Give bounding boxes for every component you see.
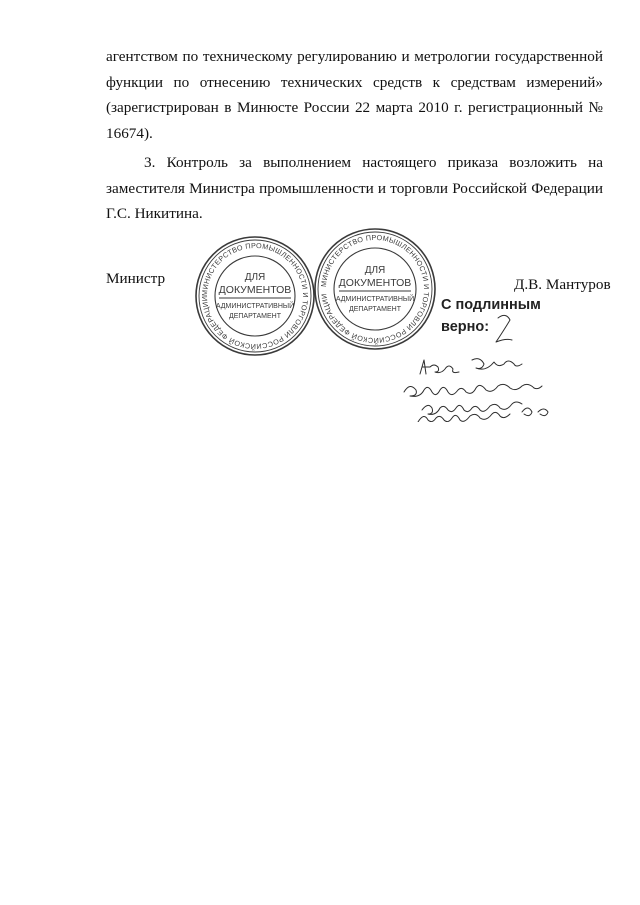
paragraph-line: (зарегистрирован в Минюсте России 22 марта 2010 г. регистрационный № xyxy=(106,99,603,116)
signatory-position: Министр xyxy=(106,270,166,287)
signatory-name: Д.В. Мантуров xyxy=(514,276,611,293)
stamp-line: АДМИНИСТРАТИВНЫЙ xyxy=(335,296,415,303)
stamp-line: ДЕПАРТАМЕНТ xyxy=(348,306,402,313)
certification-line: С подлинным xyxy=(441,297,541,313)
stamp-line: ДЕПАРТАМЕНТ xyxy=(228,313,282,320)
stamp-line: ДОКУМЕНТОВ xyxy=(218,284,292,296)
stamp-left xyxy=(193,234,317,358)
paragraph-line: агентством по техническому регулированию и метрологии государственной xyxy=(106,48,603,65)
svg-text:МИНИСТЕРСТВО ПРОМЫШЛЕННОСТИ И xyxy=(200,241,310,351)
stamp-ring-text: МИНИСТЕРСТВО ПРОМЫШЛЕННОСТИ И ТОРГОВЛИ РОССИЙСКОЙ ФЕДЕРАЦИИ xyxy=(318,232,432,346)
handwritten-signature xyxy=(400,310,610,422)
certification-line: верно: xyxy=(441,319,490,335)
stamp-line: АДМИНИСТРАТИВНЫЙ xyxy=(215,303,295,310)
paragraph-line: 16674). xyxy=(106,124,153,142)
paragraph-line: Г.С. Никитина. xyxy=(106,205,203,222)
stamp-line: ДЛЯ xyxy=(244,272,266,283)
stamp-line: ДЛЯ xyxy=(364,265,386,276)
paragraph-line: заместителя Министра промышленности и торговли Российской Федерации xyxy=(106,179,603,197)
paragraph-line: функции по отнесению технических средств к средствам измерений» xyxy=(106,73,603,91)
paragraph-continuation xyxy=(106,44,603,146)
stamp-ring-text: МИНИСТЕРСТВО ПРОМЫШЛЕННОСТИ И ТОРГОВЛИ РОССИЙСКОЙ ФЕДЕРАЦИИ xyxy=(199,240,311,352)
stamp-line: ДОКУМЕНТОВ xyxy=(338,277,412,289)
paragraph-line: 3. Контроль за выполнением настоящего приказа возложить на xyxy=(144,154,603,171)
paragraph-control-clause xyxy=(106,150,603,227)
